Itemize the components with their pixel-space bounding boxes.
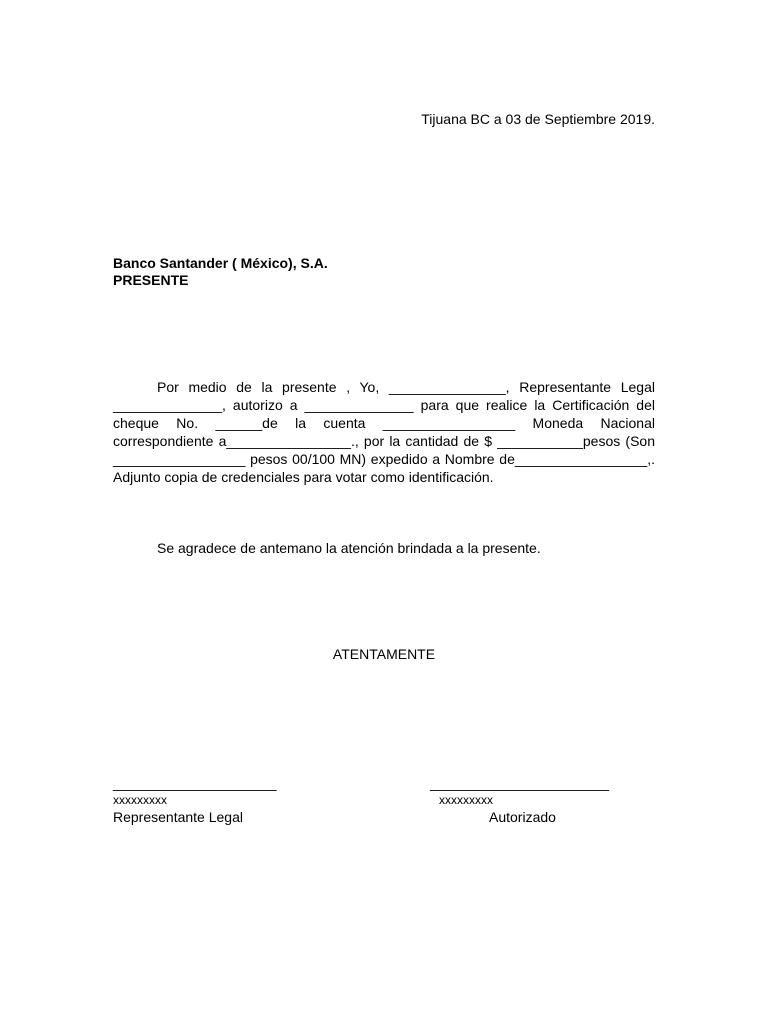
date-line: Tijuana BC a 03 de Septiembre 2019. bbox=[421, 111, 655, 127]
addressee-block bbox=[113, 255, 328, 289]
signature-left bbox=[113, 774, 277, 826]
signature-line-right: _______________________ bbox=[430, 775, 610, 791]
thanks-paragraph: Se agradece de antemano la atención brindada a la presente. bbox=[157, 540, 541, 556]
signer-title-left: Representante Legal bbox=[113, 809, 243, 825]
bank-name: Banco Santander ( México), S.A. bbox=[113, 255, 328, 271]
signer-title-right: Autorizado bbox=[489, 809, 556, 825]
signer-name-right: xxxxxxxxx bbox=[439, 793, 493, 807]
presente-label: PRESENTE bbox=[113, 272, 189, 288]
signature-right bbox=[430, 774, 609, 826]
signature-line-left: _____________________ bbox=[113, 775, 277, 791]
signer-name-left: xxxxxxxxx bbox=[113, 793, 167, 807]
authorization-paragraph: Por medio de la presente , Yo, _______________, Representante Legal ______________, autorizo a ______________ para que realice la Certificación del cheque No. ______de la cuenta _________________ Moneda Nacional correspondiente a________________., por la cantidad de $ ___________pesos (Son _________________ pesos 00/100 MN) expedido a Nombre de_________________,. Adjunto copia de credenciales para votar como identificación. bbox=[113, 379, 655, 485]
closing-label: ATENTAMENTE bbox=[332, 646, 436, 662]
